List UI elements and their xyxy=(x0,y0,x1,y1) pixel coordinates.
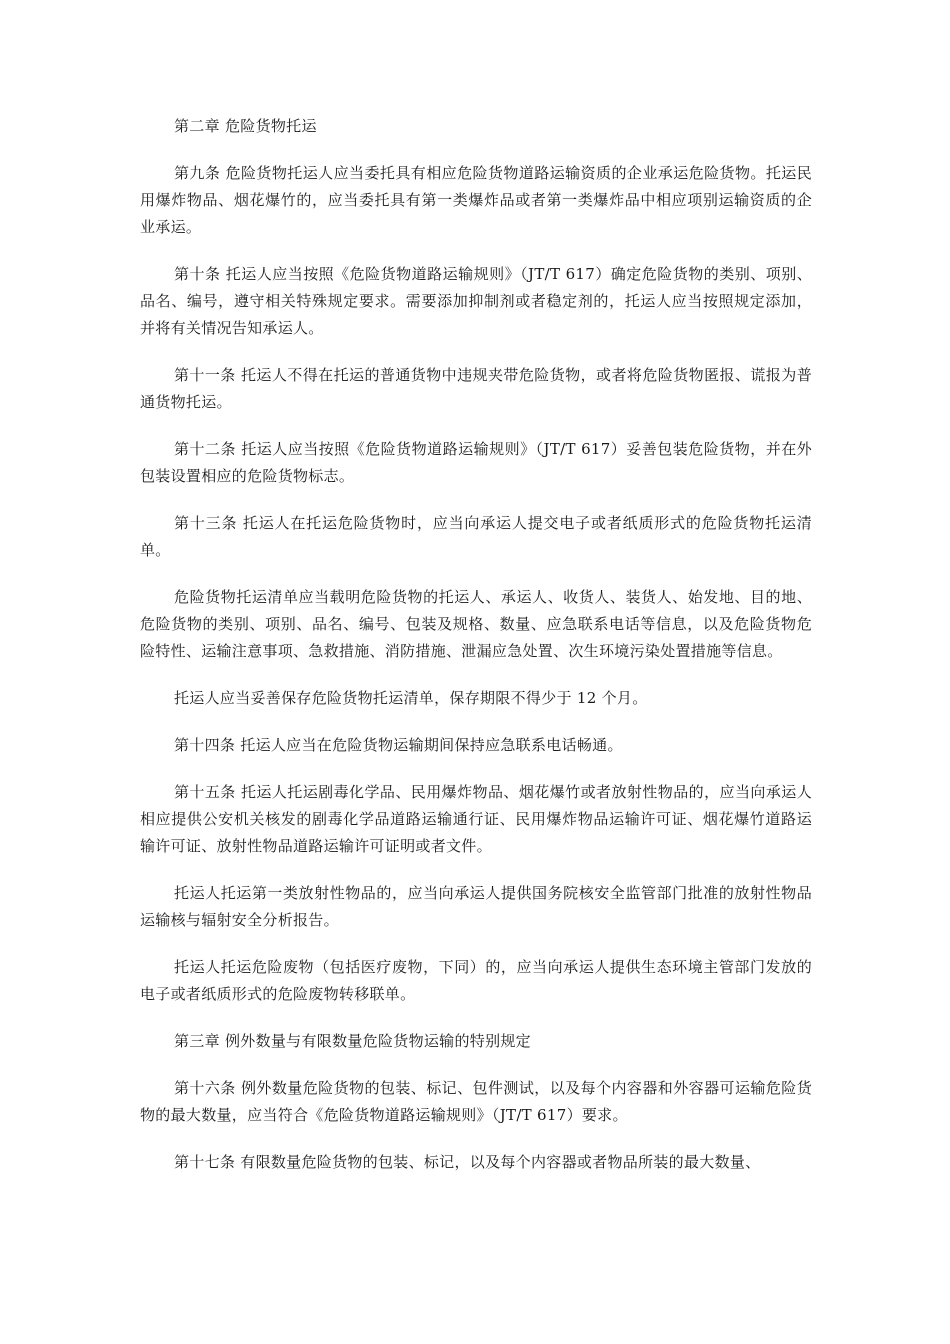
article-15: 第十五条 托运人托运剧毒化学品、民用爆炸物品、烟花爆竹或者放射性物品的，应当向承运人相应提供公安机关核发的剧毒化学品道路运输通行证、民用爆炸物品运输许可证、烟花爆竹道路运输许可证、放射性物品道路运输许可证明或者文件。 xyxy=(140,783,812,855)
article-13: 第十三条 托运人在托运危险货物时，应当向承运人提交电子或者纸质形式的危险货物托运清单。 xyxy=(140,514,812,559)
article-11: 第十一条 托运人不得在托运的普通货物中违规夹带危险货物，或者将危险货物匿报、谎报为普通货物托运。 xyxy=(140,366,812,411)
article-10: 第十条 托运人应当按照《危险货物道路运输规则》（JT/T 617）确定危险货物的类别、项别、品名、编号，遵守相关特殊规定要求。需要添加抑制剂或者稳定剂的，托运人应当按照规定添加，并将有关情况告知承运人。 xyxy=(140,265,812,337)
article-12: 第十二条 托运人应当按照《危险货物道路运输规则》（JT/T 617）妥善包装危险货物，并在外包装设置相应的危险货物标志。 xyxy=(140,440,812,485)
article-15-radioactive: 托运人托运第一类放射性物品的，应当向承运人提供国务院核安全监管部门批准的放射性物品运输核与辐射安全分析报告。 xyxy=(140,884,812,929)
article-13-retention: 托运人应当妥善保存危险货物托运清单，保存期限不得少于 12 个月。 xyxy=(174,689,648,707)
article-13-list-content: 危险货物托运清单应当载明危险货物的托运人、承运人、收货人、装货人、始发地、目的地、危险货物的类别、项别、品名、编号、包装及规格、数量、应急联系电话等信息，以及危险货物危险特性、运输注意事项、急救措施、消防措施、泄漏应急处置、次生环境污染处置措施等信息。 xyxy=(140,588,812,660)
article-16: 第十六条 例外数量危险货物的包装、标记、包件测试，以及每个内容器和外容器可运输危险货物的最大数量，应当符合《危险货物道路运输规则》（JT/T 617）要求。 xyxy=(140,1079,812,1124)
chapter-heading-3: 第三章 例外数量与有限数量危险货物运输的特别规定 xyxy=(174,1032,531,1050)
article-17: 第十七条 有限数量危险货物的包装、标记，以及每个内容器或者物品所装的最大数量、 xyxy=(174,1153,761,1171)
article-15-hazardous-waste: 托运人托运危险废物（包括医疗废物，下同）的，应当向承运人提供生态环境主管部门发放的电子或者纸质形式的危险废物转移联单。 xyxy=(140,958,812,1003)
document-page xyxy=(140,113,812,1196)
chapter-heading-2: 第二章 危险货物托运 xyxy=(174,117,317,135)
article-9: 第九条 危险货物托运人应当委托具有相应危险货物道路运输资质的企业承运危险货物。托运民用爆炸物品、烟花爆竹的，应当委托具有第一类爆炸品或者第一类爆炸品中相应项别运输资质的企业承运。 xyxy=(140,164,812,236)
article-14: 第十四条 托运人应当在危险货物运输期间保持应急联系电话畅通。 xyxy=(174,736,623,754)
